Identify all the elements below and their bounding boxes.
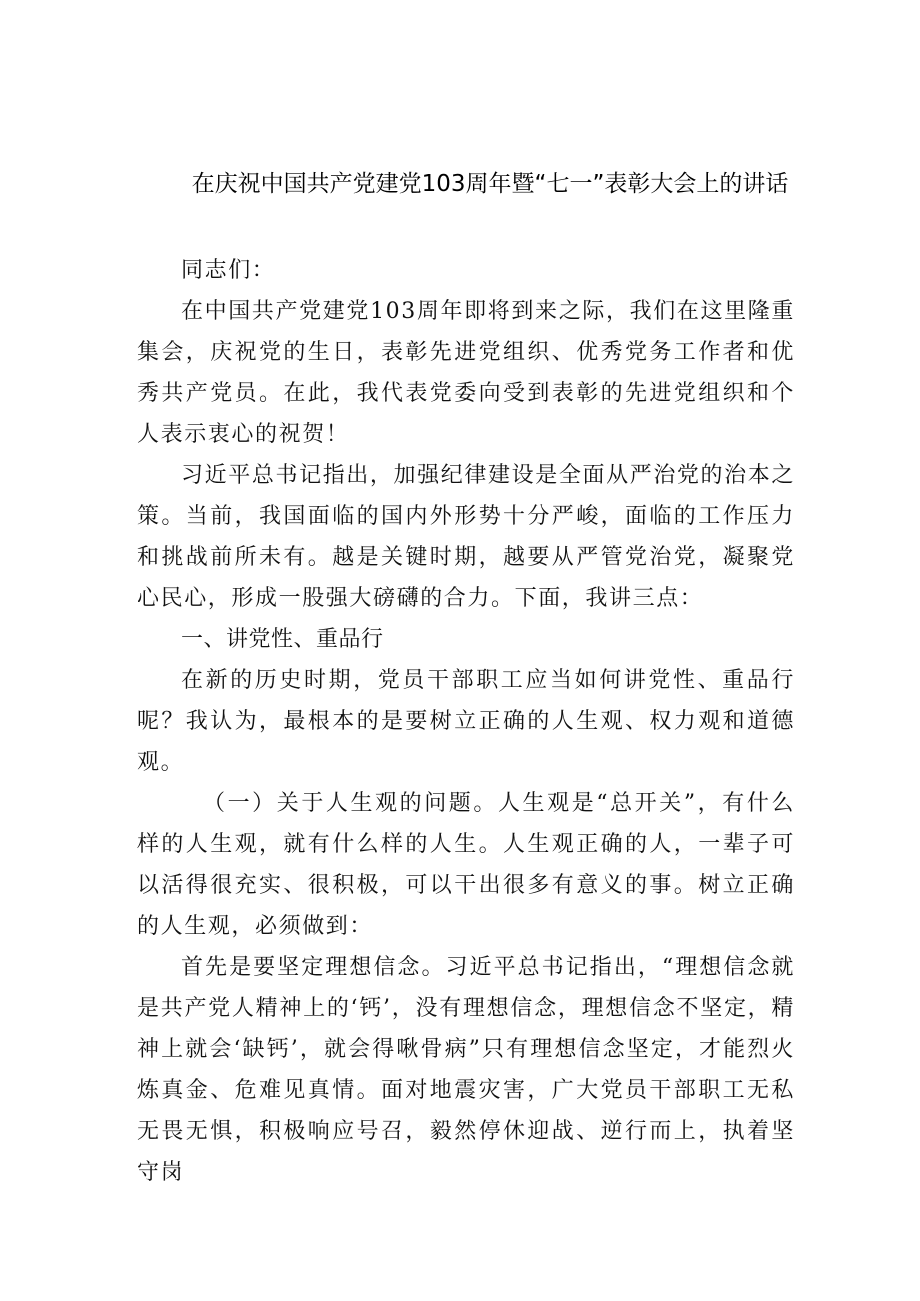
section-heading-1: 一、讲党性、重品行 (181, 627, 384, 652)
salutation: 同志们： (181, 258, 276, 283)
paragraph-section1-intro: 在新的历史时期，党员干部职工应当如何讲党性、重品行呢？我认为，最根本的是要树立正确的人生观、权力观和道德观。 (137, 668, 795, 775)
paragraph-intro: 在中国共产党建党103周年即将到来之际，我们在这里隆重集会，庆祝党的生日，表彰先进党组织、优秀党务工作者和优秀共产党员。在此，我代表党委向受到表彰的先进党组织和个人表示衷心的祝贺！ (137, 299, 795, 447)
document-title: 在庆祝中国共产党建党103周年暨“七一”表彰大会上的讲话 (191, 171, 789, 197)
paragraph-life-view: （一）关于人生观的问题。人生观是“总开关”，有什么样的人生观，就有什么样的人生。人生观正确的人，一辈子可以活得很充实、很积极，可以干出很多有意义的事。树立正确的人生观，必须做到： (137, 791, 795, 939)
paragraph-ideals: 首先是要坚定理想信念。习近平总书记指出，“理想信念就是共产党人精神上的‘钙’，没有理想信念，理想信念不坚定，精神上就会‘缺钙’，就会得啾骨病”只有理想信念坚定，才能烈火炼真金、危难见真情。面对地震灾害，广大党员干部职工无私无畏无惧，积极响应号召，毅然停休迎战、逆行而上，执着坚守岗 (137, 955, 795, 1185)
paragraph-context: 习近平总书记指出，加强纪律建设是全面从严治党的治本之策。当前，我国面临的国内外形势十分严峻，面临的工作压力和挑战前所未有。越是关键时期，越要从严管党治党，凝聚党心民心，形成一股强大磅礴的合力。下面，我讲三点： (137, 463, 795, 611)
document-body (137, 250, 795, 1193)
